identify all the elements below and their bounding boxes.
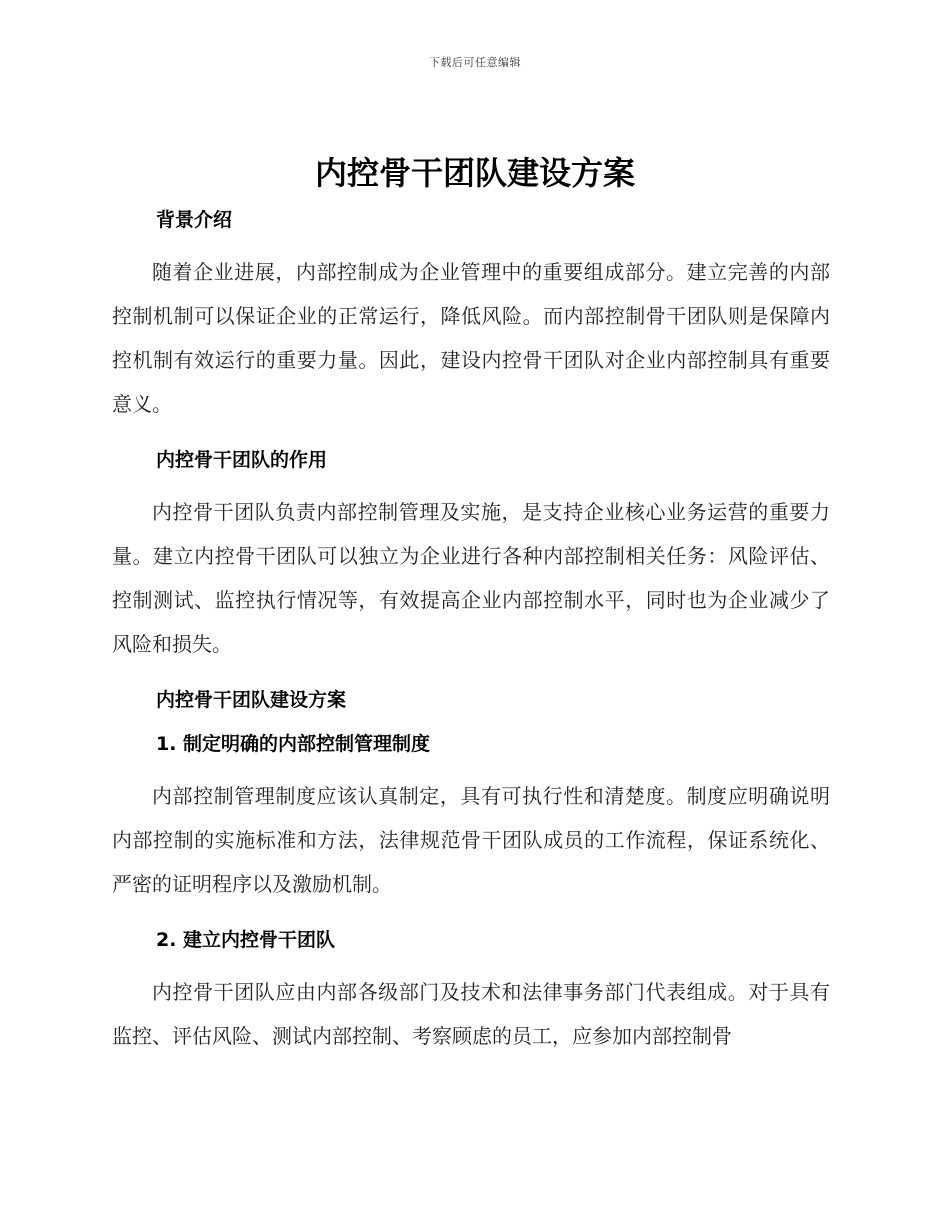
section-heading-background: 背景介绍 [156, 209, 233, 231]
page-header-note: 下载后可任意编辑 [429, 56, 521, 69]
document-body [112, 204, 830, 1058]
section-paragraph-background: 随着企业进展，内部控制成为企业管理中的重要组成部分。建立完善的内部控制机制可以保证企业的正常运行，降低风险。而内部控制骨干团队则是保障内控机制有效运行的重要力量。因此，建设内控骨干团队对企业内部控制具有重要意义。 [112, 260, 830, 416]
section-paragraph-role: 内控骨干团队负责内部控制管理及实施，是支持企业核心业务运营的重要力量。建立内控骨干团队可以独立为企业进行各种内部控制相关任务：风险评估、控制测试、监控执行情况等，有效提高企业内部控制水平，同时也为企业减少了风险和损失。 [112, 500, 830, 656]
section-heading-role: 内控骨干团队的作用 [156, 449, 328, 471]
section-paragraph-step-1: 内部控制管理制度应该认真制定，具有可执行性和清楚度。制度应明确说明内部控制的实施标准和方法，法律规范骨干团队成员的工作流程，保证系统化、严密的证明程序以及激励机制。 [112, 784, 830, 896]
section-heading-plan: 内控骨干团队建设方案 [156, 689, 347, 711]
section-heading-step-2: 2. 建立内控骨干团队 [156, 929, 336, 951]
section-heading-step-1: 1. 制定明确的内部控制管理制度 [156, 733, 431, 755]
section-paragraph-step-2: 内控骨干团队应由内部各级部门及技术和法律事务部门代表组成。对于具有监控、评估风险、测试内部控制、考察顾虑的员工，应参加内部控制骨 [112, 980, 830, 1048]
document-title: 内控骨干团队建设方案 [314, 154, 635, 192]
